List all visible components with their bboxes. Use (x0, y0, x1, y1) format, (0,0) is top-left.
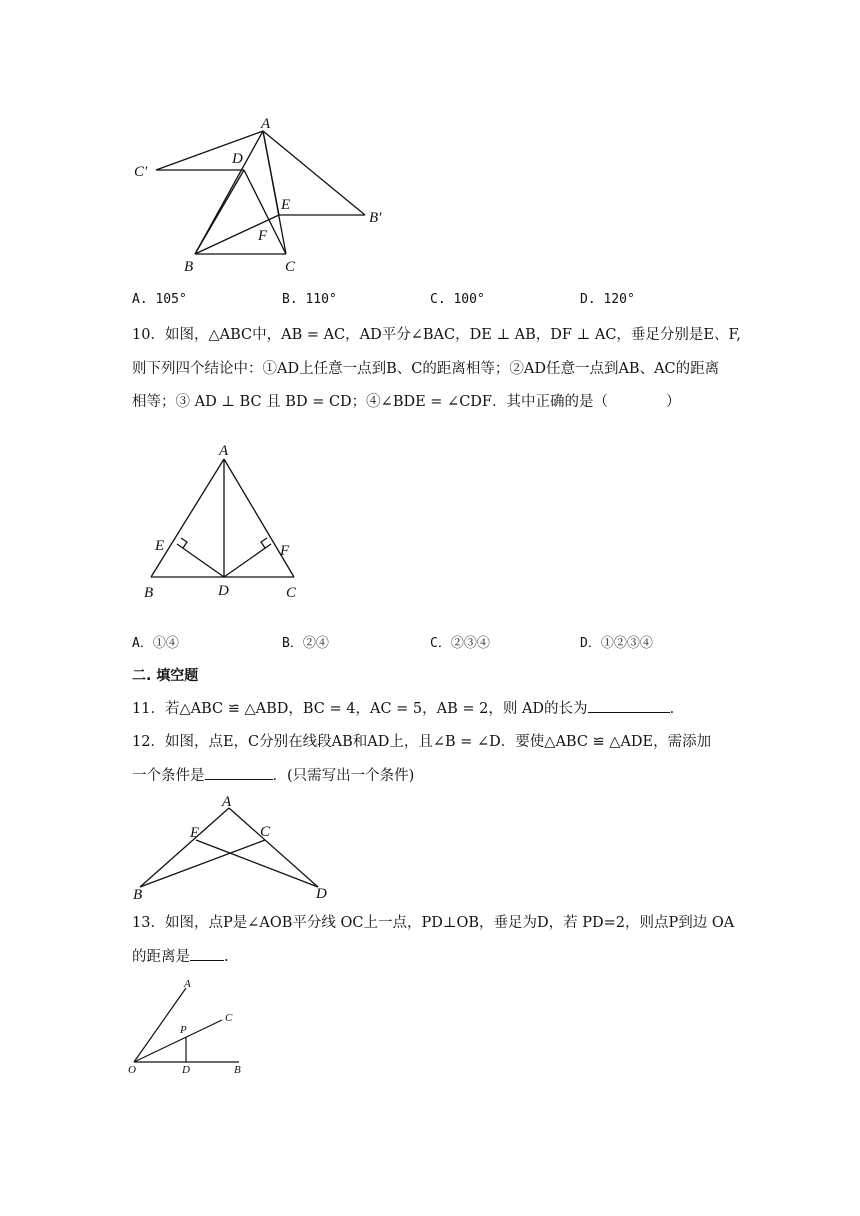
q9-option-a[interactable]: A. 105° (132, 292, 187, 307)
q10-text-line3: 相等；③ AD ⊥ BC 且 BD = CD；④∠BDE = ∠CDF．其中正确的是（ ） (132, 394, 681, 410)
q9-label-d: D (232, 151, 243, 167)
q12-text-line1: 12．如图，点E，C分别在线段AB和AD上，且∠B = ∠D．要使△ABC ≌ △ADE，需添加 (132, 734, 712, 750)
q12-label-c: C (260, 824, 271, 840)
q9-figure (128, 112, 398, 277)
q9-label-b: B (184, 259, 194, 275)
q13-label-c: C (225, 1012, 233, 1024)
q13-answer-blank[interactable] (190, 946, 224, 961)
q10-label-e: E (155, 538, 165, 554)
q11-text (132, 698, 732, 719)
q9-label-a: A (261, 116, 271, 132)
q12-line2-prefix: 一个条件是 (132, 768, 205, 784)
q11-period: . (669, 701, 675, 717)
q10-option-d[interactable]: D．①②③④ (580, 636, 653, 651)
q10-label-c: C (286, 585, 297, 600)
q9-option-c[interactable]: C. 100° (430, 292, 485, 307)
q13-period: . (224, 949, 229, 965)
q9-label-c: C (285, 259, 296, 275)
q13-label-a: A (184, 978, 191, 990)
q10-option-c[interactable]: C．②③④ (430, 636, 490, 651)
q12-line2-suffix: ．(只需写出一个条件) (272, 768, 415, 784)
q13-figure (126, 975, 256, 1075)
q13-text-line2 (132, 946, 732, 967)
q12-label-b: B (133, 887, 143, 903)
q13-label-o: O (128, 1064, 136, 1075)
q12-label-e: E (190, 825, 200, 841)
q11-answer-blank[interactable] (588, 698, 670, 713)
q10-option-b[interactable]: B．②④ (282, 636, 329, 651)
q13-label-b: B (234, 1064, 241, 1075)
q9-options (132, 292, 732, 312)
q13-line2-prefix: 的距离是 (132, 949, 190, 965)
section-title: 二. 填空题 (132, 668, 199, 684)
q10-text-line2: 则下列四个结论中：①AD上任意一点到B、C的距离相等；②AD任意一点到AB、AC的距离 (132, 361, 720, 377)
q12-figure (128, 792, 338, 904)
q10-label-f: F (280, 543, 290, 559)
q9-option-b[interactable]: B. 110° (282, 292, 337, 307)
q13-text-line1: 13．如图，点P是∠AOB平分线 OC上一点，PD⊥OB，垂足为D，若 PD=2，则点P到边 OA (132, 915, 735, 931)
q10-label-a: A (219, 443, 229, 459)
q12-label-a: A (222, 794, 232, 810)
q13-label-d: D (182, 1064, 190, 1075)
q11-question: 11．若△ABC ≌ △ABD，BC = 4，AC = 5，AB = 2，则 AD的长为 (132, 701, 588, 717)
q9-option-d[interactable]: D. 120° (580, 292, 635, 307)
q10-label-b: B (144, 585, 154, 600)
q12-label-d: D (316, 886, 327, 902)
q10-figure (138, 440, 308, 600)
q13-label-p: P (180, 1024, 187, 1036)
q10-label-d: D (218, 583, 229, 599)
q9-label-c-prime: C′ (134, 164, 148, 180)
q9-label-f: F (258, 228, 268, 244)
q10-option-a[interactable]: A．①④ (132, 636, 179, 651)
q9-label-e: E (281, 197, 291, 213)
q12-text-line2 (132, 765, 732, 786)
q9-label-b-prime: B′ (369, 210, 382, 226)
q10-text-line1: 10．如图，△ABC中，AB = AC，AD平分∠BAC，DE ⊥ AB，DF ⊥ AC，垂足分别是E、F, (132, 327, 741, 343)
q12-answer-blank[interactable] (205, 765, 273, 780)
q10-options (132, 632, 732, 652)
